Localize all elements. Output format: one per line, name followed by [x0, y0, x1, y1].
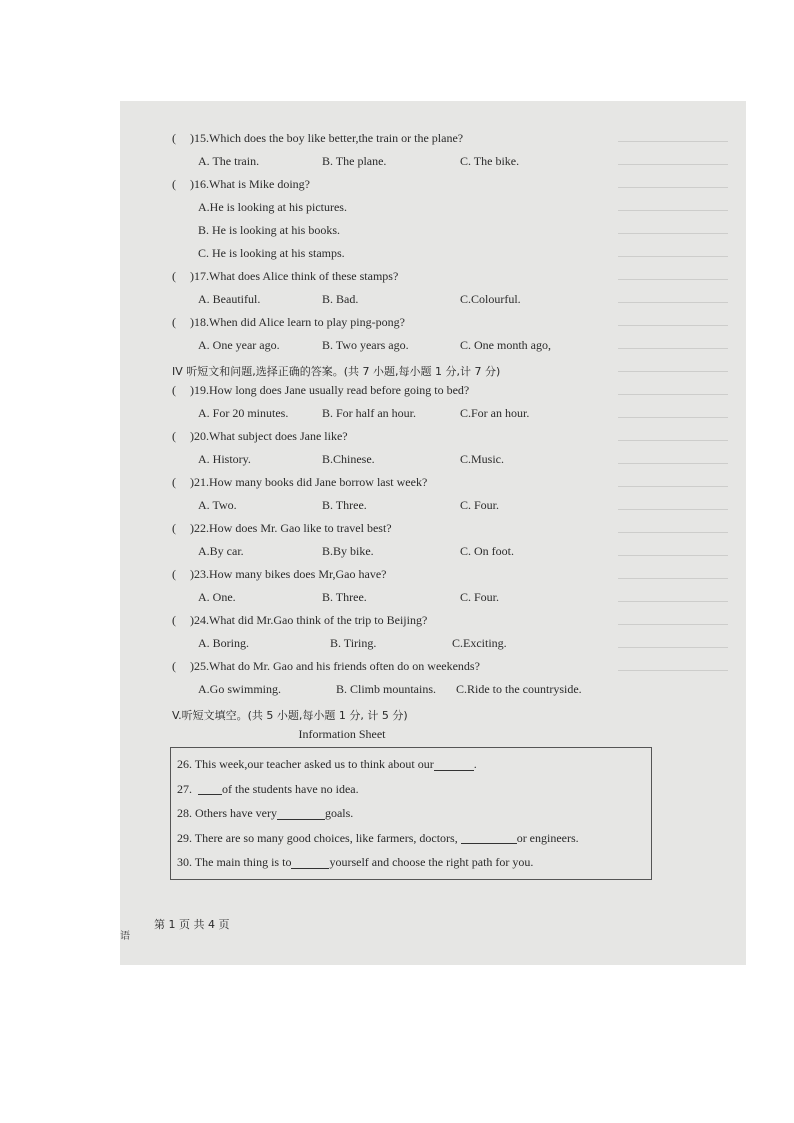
question-25: ( ) 25 . What do Mr. Gao and his friends often do on weekends? [172, 659, 480, 673]
option-c: C.Music. [460, 452, 505, 466]
question-number: 20 [194, 429, 206, 443]
paren-close: ) [190, 383, 194, 397]
paren-close: ) [190, 475, 194, 489]
options-15 [172, 154, 732, 177]
option-a: A. Two. [198, 498, 237, 512]
information-sheet-box [170, 747, 652, 880]
option-c: C. On foot. [460, 544, 514, 558]
question-text: What does Alice think of these stamps? [209, 269, 399, 283]
paren-close: ) [190, 659, 194, 673]
options-22 [172, 544, 732, 567]
option-c: C.Colourful. [460, 292, 521, 306]
answer-paren: ( [172, 567, 176, 581]
fill-blank[interactable] [277, 807, 325, 820]
question-text: What subject does Jane like? [209, 429, 348, 443]
page-number-footer: 第 1 页 共 4 页 [154, 918, 230, 931]
option-b: B. For half an hour. [322, 406, 416, 420]
option-c: C. Four. [460, 590, 500, 604]
options-23 [172, 590, 732, 613]
fill-text-before: 28. Others have very [177, 806, 277, 821]
answer-paren: ( [172, 475, 176, 489]
question-text: How many bikes does Mr,Gao have? [209, 567, 387, 581]
info-sheet-title: Information Sheet [298, 727, 386, 741]
option-b: B. Two years ago. [322, 338, 409, 352]
option-b: B. Three. [322, 590, 367, 604]
options-21 [172, 498, 732, 521]
option-a: A.By car. [198, 544, 244, 558]
answer-paren: ( [172, 383, 176, 397]
question-number: 19 [194, 383, 206, 397]
question-number: 16 [194, 177, 206, 191]
option-b: B.Chinese. [322, 452, 375, 466]
question-15: ( ) 15 . Which does the boy like better,the train or the plane? [172, 131, 464, 145]
fill-text-after: yourself and choose the right path for you. [329, 855, 534, 870]
option-a: A. Beautiful. [198, 292, 261, 306]
option-b: B. Bad. [322, 292, 359, 306]
question-24: ( ) 24 . What did Mr.Gao think of the trip to Beijing? [172, 613, 428, 627]
option-b: B. Three. [322, 498, 367, 512]
question-number: 18 [194, 315, 206, 329]
option-c: C.For an hour. [460, 406, 530, 420]
question-text: What is Mike doing? [209, 177, 310, 191]
answer-paren: ( [172, 269, 176, 283]
question-number: 17 [194, 269, 206, 283]
option-a: A. For 20 minutes. [198, 406, 289, 420]
question-21: ( ) 21 . How many books did Jane borrow last week? [172, 475, 428, 489]
option-a: A.He is looking at his pictures. [198, 200, 347, 214]
option-a: A. Boring. [198, 636, 249, 650]
fill-text-before: 29. There are so many good choices, like farmers, doctors, [177, 830, 461, 845]
question-text: When did Alice learn to play ping-pong? [209, 315, 405, 329]
fill-item-28 [177, 801, 645, 826]
fill-text-before: 26. This week,our teacher asked us to think about our [177, 757, 434, 772]
option-c: C. Four. [460, 498, 500, 512]
fill-blank[interactable] [434, 758, 474, 771]
option-c: C.Exciting. [452, 636, 507, 650]
question-number: 21 [194, 475, 206, 489]
paren-close: ) [190, 521, 194, 535]
fill-text-after: or engineers. [516, 830, 579, 845]
question-text: Which does the boy like better,the train or the plane? [209, 131, 464, 145]
option-a: A.Go swimming. [198, 682, 282, 696]
question-number: 23 [194, 567, 206, 581]
options-25 [172, 682, 732, 705]
question-number: 22 [194, 521, 206, 535]
fill-text-after: . [473, 757, 477, 772]
paren-close: ) [190, 429, 194, 443]
option-c: C. The bike. [460, 154, 520, 168]
paren-close: ) [190, 177, 194, 191]
question-text: How long does Jane usually read before going to bed? [209, 383, 470, 397]
options-20 [172, 452, 732, 475]
answer-paren: ( [172, 613, 176, 627]
option-a: A. One year ago. [198, 338, 280, 352]
question-19: ( ) 19 . How long does Jane usually read before going to bed? [172, 383, 470, 397]
paren-close: ) [190, 131, 194, 145]
option-a: A. The train. [198, 154, 260, 168]
section-heading-iv: IV 听短文和问题,选择正确的答案。(共 7 小题,每小题 1 分,计 7 分) [172, 365, 501, 379]
option-b: B. He is looking at his books. [198, 223, 341, 237]
options-18 [172, 338, 732, 361]
question-text: What do Mr. Gao and his friends often do on weekends? [209, 659, 480, 673]
question-text: How does Mr. Gao like to travel best? [209, 521, 392, 535]
fill-item-27 [177, 777, 645, 802]
fill-text-before: 30. The main thing is to [177, 855, 292, 870]
exam-page [120, 101, 746, 965]
option-b: B. Climb mountains. [336, 682, 437, 696]
section-heading-v: V.听短文填空。(共 5 小题,每小题 1 分, 计 5 分) [172, 709, 408, 723]
question-23: ( ) 23 . How many bikes does Mr,Gao have? [172, 567, 387, 581]
fill-item-29 [177, 826, 645, 851]
fill-text-after: goals. [324, 806, 354, 821]
paren-close: ) [190, 613, 194, 627]
options-19 [172, 406, 732, 429]
option-c: C.Ride to the countryside. [456, 682, 582, 696]
fill-blank[interactable] [461, 831, 517, 844]
question-number: 15 [194, 131, 206, 145]
option-c: C. He is looking at his stamps. [198, 246, 345, 260]
question-number: 24 [194, 613, 206, 627]
question-22: ( ) 22 . How does Mr. Gao like to travel best? [172, 521, 392, 535]
option-a: A. History. [198, 452, 251, 466]
option-b: B.By bike. [322, 544, 374, 558]
option-b: B. The plane. [322, 154, 387, 168]
options-24 [172, 636, 732, 659]
fill-text-before: 27. [177, 781, 198, 796]
answer-paren: ( [172, 429, 176, 443]
paren-close: ) [190, 567, 194, 581]
fill-blank[interactable] [198, 782, 222, 795]
answer-paren: ( [172, 315, 176, 329]
answer-paren: ( [172, 659, 176, 673]
options-17 [172, 292, 732, 315]
option-b: B. Tiring. [330, 636, 377, 650]
paren-close: ) [190, 269, 194, 283]
fill-blank[interactable] [291, 856, 329, 869]
question-16: ( ) 16 . What is Mike doing? [172, 177, 310, 191]
question-text: What did Mr.Gao think of the trip to Beijing? [209, 613, 428, 627]
question-number: 25 [194, 659, 206, 673]
page-edge-character: 语 [120, 931, 130, 942]
fill-item-26 [177, 752, 645, 777]
question-list [172, 131, 732, 880]
question-17: ( ) 17 . What does Alice think of these stamps? [172, 269, 399, 283]
answer-paren: ( [172, 521, 176, 535]
fill-item-30 [177, 850, 645, 875]
question-text: How many books did Jane borrow last week? [209, 475, 428, 489]
answer-paren: ( [172, 131, 176, 145]
question-18: ( ) 18 . When did Alice learn to play ping-pong? [172, 315, 405, 329]
option-a: A. One. [198, 590, 236, 604]
fill-text-after: of the students have no idea. [222, 781, 359, 796]
question-20: ( ) 20 . What subject does Jane like? [172, 429, 348, 443]
answer-paren: ( [172, 177, 176, 191]
option-c: C. One month ago, [460, 338, 551, 352]
paren-close: ) [190, 315, 194, 329]
